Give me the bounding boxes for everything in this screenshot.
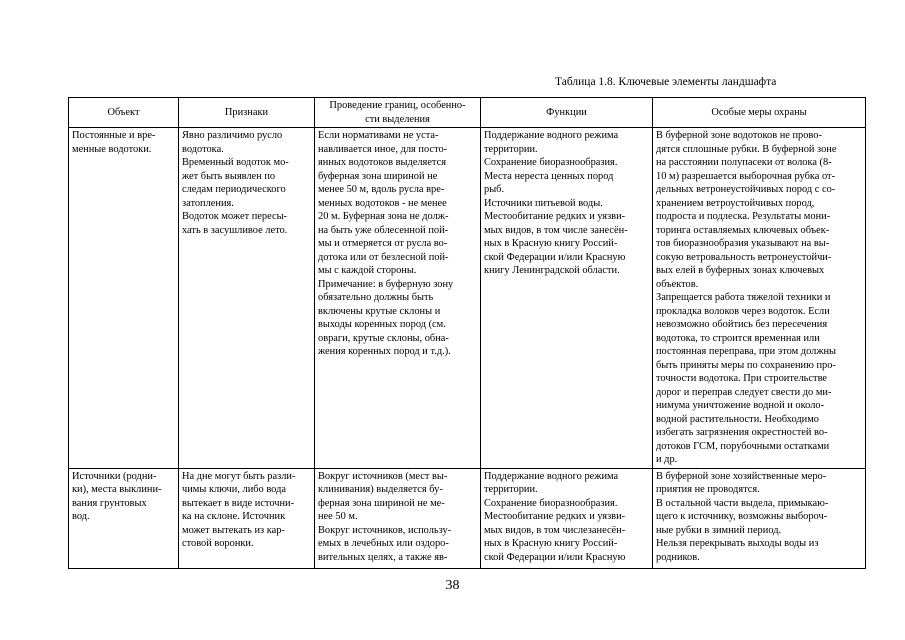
cell-text-line: клинивания) выделяется бу- [318, 484, 443, 495]
cell-text-line: дотоков ГСМ, порубочными остатками [656, 440, 830, 452]
cell-text-line: территории. [484, 143, 538, 155]
cell-text-line: Явно различимо русло [182, 130, 283, 141]
header-text-line: Проведение границ, особенно- [329, 100, 466, 111]
cell-text-line: подроста и подлеска. Результаты мони- [656, 211, 831, 222]
header-text-line: сти выделения [365, 113, 430, 125]
cell-text-line: вых елей в буферных зонах ключевых [656, 265, 825, 276]
cell-text-line: дельных ветронеустойчивых пород с со- [656, 184, 836, 195]
cell-text-line: может вытекать из кар- [182, 524, 285, 536]
header-boundaries [315, 98, 481, 128]
cell-text-line: вод. [72, 511, 90, 522]
cell-text-line: стовой воронки. [182, 538, 254, 549]
cell-text-line: ской Федерации и/или Красную [484, 251, 626, 263]
header-functions [481, 98, 653, 128]
cell-features [179, 128, 315, 469]
cell-text-line: янных водотоков выделяется [318, 157, 446, 168]
cell-text-line: Сохранение биоразнообразия. [484, 497, 618, 509]
landscape-key-elements-table [68, 97, 866, 569]
cell-text-line: жения коренных пород и т.д.). [318, 346, 451, 357]
cell-text-line: невозможно обойтись без пересечения [656, 319, 828, 330]
cell-text-line: нимума уничтожение водной и около- [656, 400, 825, 411]
cell-text-line: Вокруг источников (мест вы- [318, 470, 448, 482]
cell-features [179, 468, 315, 568]
cell-text-line: На дне могут быть разли- [182, 470, 296, 482]
header-text-line: Особые меры охраны [711, 106, 807, 118]
table-header-row [69, 98, 866, 128]
cell-text-line: прокладка волоков через водоток. Если [656, 305, 830, 317]
cell-text-line: 10 м) разрешается выборочная рубка от- [656, 170, 836, 182]
cell-text-line: Запрещается работа тяжелой техники и [656, 292, 831, 303]
cell-text-line: ка на склоне. Источник [182, 511, 286, 522]
cell-text-line: следам периодического [182, 184, 286, 195]
cell-text-line: вытекает в виде источни- [182, 497, 295, 509]
header-object [69, 98, 179, 128]
cell-text-line: водной растительности. Необходимо [656, 413, 819, 425]
cell-text-line: Места нереста ценных пород [484, 170, 614, 182]
cell-text-line: 20 м. Буферная зона не долж- [318, 211, 449, 222]
table-row [69, 128, 866, 469]
cell-text-line: ные рубки в зимний период. [656, 524, 782, 536]
cell-text-line: Примечание: в буферную зону [318, 278, 454, 290]
cell-text-line: менных водотоков - не менее [318, 197, 447, 209]
cell-text-line: водотока. [182, 143, 224, 155]
header-text-line: Признаки [224, 106, 269, 118]
cell-text-line: буферная зона шириной не [318, 170, 438, 182]
table-row [69, 468, 866, 568]
cell-object [69, 128, 179, 469]
cell-text-line: дятся сплошные рубки. В буферной зоне [656, 143, 837, 155]
cell-text-line: Нельзя перекрывать выходы воды из [656, 538, 819, 549]
cell-text-line: жет быть выявлен по [182, 170, 276, 182]
header-text-line: Функции [546, 106, 587, 118]
cell-text-line: родников. [656, 551, 700, 563]
cell-text-line: избегать загрязнения окрестностей во- [656, 427, 828, 438]
cell-text-line: чимы ключи, либо вода [182, 484, 286, 495]
cell-protection [653, 128, 866, 469]
cell-text-line: ферная зона шириной не ме- [318, 497, 445, 509]
cell-text-line: Источники питьевой воды. [484, 197, 603, 209]
cell-text-line: выходы коренных пород (см. [318, 319, 446, 330]
cell-text-line: торинга оставляемых ключевых объек- [656, 224, 830, 236]
cell-text-line: Если нормативами не уста- [318, 130, 439, 141]
cell-text-line: ской Федерации и/или Красную [484, 551, 626, 563]
page-number: 38 [445, 578, 460, 593]
cell-text-line: навливается иное, для посто- [318, 143, 448, 155]
cell-boundaries [315, 468, 481, 568]
cell-text-line: Местообитание редких и уязви- [484, 511, 626, 522]
cell-text-line: В буферной зоне водотоков не прово- [656, 130, 822, 141]
cell-text-line: тов биоразнообразия указывают на вы- [656, 238, 830, 249]
cell-text-line: затопления. [182, 197, 234, 209]
cell-boundaries [315, 128, 481, 469]
cell-protection [653, 468, 866, 568]
cell-text-line: Поддержание водного режима [484, 470, 619, 482]
cell-text-line: ных в Красную книгу Россий- [484, 538, 618, 549]
cell-text-line: быть приняты меры по сохранению про- [656, 359, 836, 371]
cell-text-line: дотока или от безлесной пой- [318, 251, 449, 263]
cell-text-line: Вокруг источников, использу- [318, 524, 452, 536]
cell-text-line: Сохранение биоразнообразия. [484, 157, 618, 168]
cell-text-line: ки), места выклини- [72, 484, 162, 495]
cell-text-line: нее 50 м. [318, 511, 358, 522]
cell-text-line: Поддержание водного режима [484, 130, 619, 141]
cell-object [69, 468, 179, 568]
cell-text-line: Временный водоток мо- [182, 157, 289, 168]
cell-text-line: Постоянные и вре- [72, 130, 156, 141]
cell-text-line: на быть уже облесенной пой- [318, 224, 449, 236]
cell-text-line: на расстоянии полупасеки от волока (8- [656, 157, 832, 168]
cell-text-line: емых в лечебных или оздоро- [318, 538, 449, 549]
cell-text-line: сокую ветровальность ветронеустойчи- [656, 251, 832, 263]
cell-text-line: дорог и переправ следует свести до ми- [656, 386, 832, 398]
cell-text-line: Местообитание редких и уязви- [484, 211, 626, 222]
cell-text-line: и др. [656, 454, 678, 465]
cell-text-line: водотока, то строится временная или [656, 332, 820, 344]
cell-text-line: хать в засушливое лето. [182, 224, 288, 236]
cell-functions [481, 468, 653, 568]
cell-text-line: книгу Ленинградской области. [484, 265, 620, 276]
cell-text-line: территории. [484, 484, 538, 495]
cell-text-line: мы и отмеряется от русла во- [318, 238, 448, 249]
cell-text-line: объектов. [656, 278, 699, 290]
cell-text-line: щего к источнику, возможны выбороч- [656, 511, 828, 522]
cell-functions [481, 128, 653, 469]
cell-text-line: мых видов, в том числезанесён- [484, 524, 626, 536]
cell-text-line: овраги, крутые склоны, обна- [318, 332, 449, 344]
cell-text-line: В остальной части выдела, примыкаю- [656, 497, 829, 509]
cell-text-line: В буферной зоне хозяйственные меро- [656, 470, 827, 482]
cell-text-line: ных в Красную книгу Россий- [484, 238, 618, 249]
table-caption: Таблица 1.8. Ключевые элементы ландшафта [555, 76, 777, 88]
cell-text-line: постоянная переправа, при этом должны [656, 346, 837, 357]
header-protection [653, 98, 866, 128]
cell-text-line: менее 50 м, вдоль русла вре- [318, 184, 445, 195]
cell-text-line: Источники (родни- [72, 470, 157, 482]
cell-text-line: мы с каждой стороны. [318, 265, 417, 276]
cell-text-line: обязательно должны быть [318, 292, 434, 303]
cell-text-line: рыб. [484, 184, 505, 195]
cell-text-line: мых видов, в том числе занесён- [484, 224, 628, 236]
cell-text-line: точности водотока. При строительстве [656, 373, 828, 384]
cell-text-line: приятия не проводятся. [656, 484, 760, 495]
cell-text-line: вания грунтовых [72, 497, 147, 509]
cell-text-line: менные водотоки. [72, 143, 152, 155]
cell-text-line: вительных целях, а также яв- [318, 551, 448, 563]
header-features [179, 98, 315, 128]
cell-text-line: хранением ветроустойчивых пород, [656, 197, 815, 209]
cell-text-line: включены крутые склоны и [318, 305, 441, 317]
header-text-line: Объект [107, 106, 140, 118]
cell-text-line: Водоток может пересы- [182, 211, 288, 222]
